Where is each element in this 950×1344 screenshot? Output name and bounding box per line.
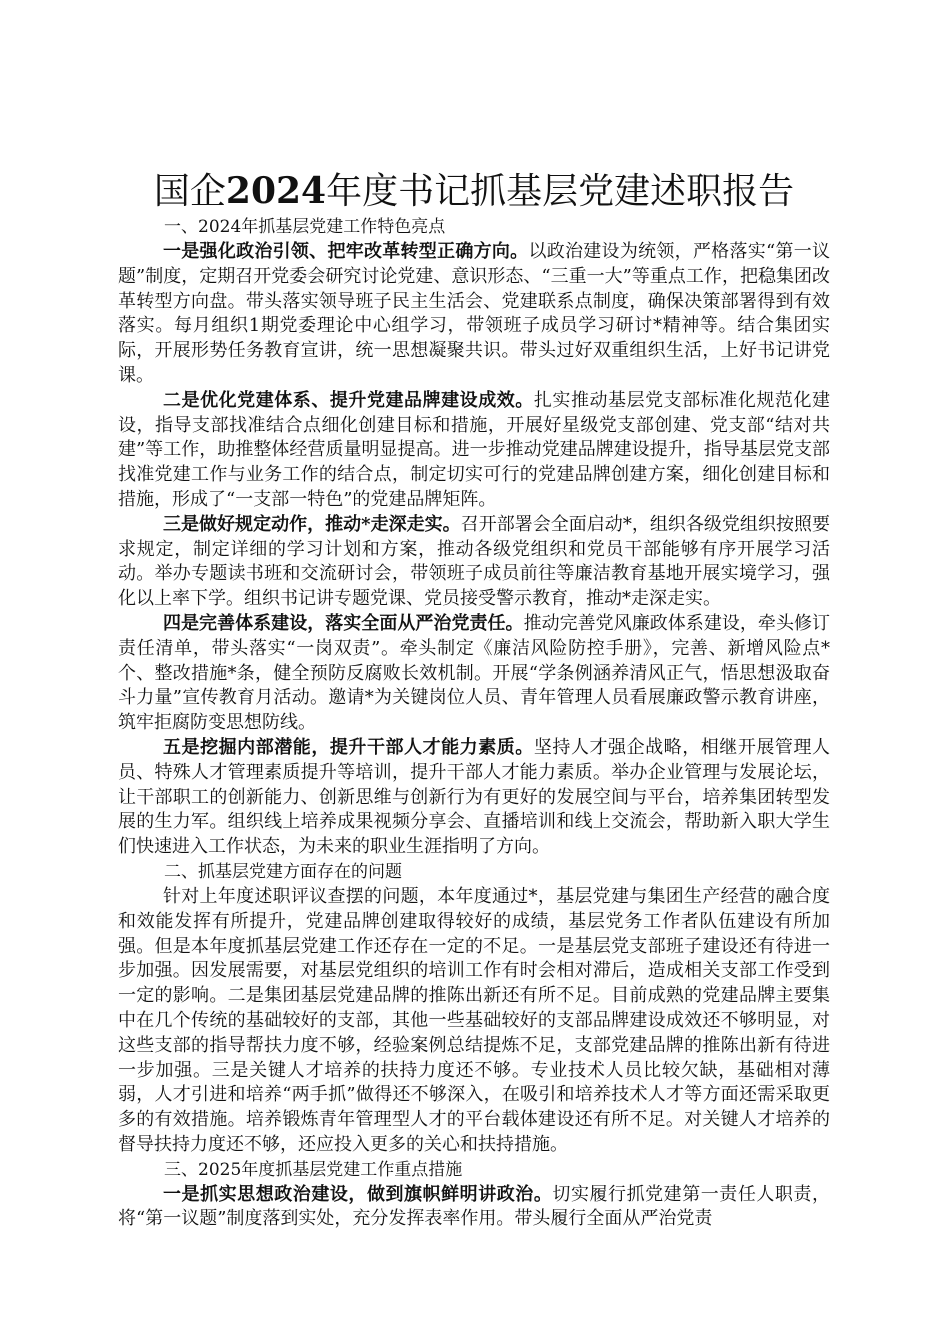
paragraph-lead: 二是优化党建体系、提升党建品牌建设成效。 bbox=[163, 389, 534, 411]
paragraph bbox=[118, 513, 830, 612]
section-measures bbox=[118, 1158, 830, 1233]
paragraph-body: 以政治建设为统领，严格落实“第一议题”制度，定期召开党委会研究讨论党建、意识形态、“三重一大”等重点工作，把稳集团改革转型方向盘。带头落实领导班子民主生活会、党建联系点制度，确保决策部署得到有效落实。每月组织1期党委理论中心组学习，带领班子成员学习研讨*精神等。结合集团实际，开展形势任务教育宣讲，统一思想凝聚共识。带头过好双重组织生活，上好书记讲党课。 bbox=[118, 241, 831, 386]
paragraph-lead: 一是抓实思想政治建设，做到旗帜鲜明讲政治。 bbox=[163, 1183, 553, 1205]
section-heading: 一、2024年抓基层党建工作特色亮点 bbox=[164, 217, 446, 237]
document-page bbox=[118, 168, 830, 1232]
paragraph-body: 扎实推动基层党支部标准化规范化建设，指导支部找准结合点细化创建目标和措施，开展好星级党支部创建、党支部“结对共建”等工作，助推整体经营质量明显提高。进一步推动党建品牌建设提升，指导基层党支部找准党建工作与业务工作的结合点，制定切实可行的党建品牌创建方案，细化创建目标和措施，形成了“一支部一特色”的党建品牌矩阵。 bbox=[118, 389, 831, 510]
paragraph bbox=[118, 1183, 830, 1233]
title-prefix: 国企 bbox=[153, 171, 226, 212]
paragraph-lead: 五是挖掘内部潜能，提升干部人才能力素质。 bbox=[163, 736, 534, 758]
section-heading: 三、2025年度抓基层党建工作重点措施 bbox=[164, 1159, 463, 1180]
paragraph-body: 切实履行抓党建第一责任人职责，将“第一议题”制度落到实处，充分发挥表率作用。带头履行全面从严治党责 bbox=[118, 1183, 831, 1230]
title-year: 2024 bbox=[225, 170, 327, 212]
paragraph bbox=[118, 240, 830, 389]
section-problems bbox=[118, 860, 830, 1158]
paragraph bbox=[118, 736, 830, 860]
paragraph-lead: 四是完善体系建设，落实全面从严治党责任。 bbox=[163, 612, 524, 634]
paragraph-body: 推动完善党风廉政体系建设，牵头修订责任清单，带头落实“一岗双责”。牵头制定《廉洁风险防控手册》，完善、新增风险点*个、整改措施*条，健全预防反腐败长效机制。开展“学条例涵养清风正气，悟思想汲取奋斗力量”宣传教育月活动。邀请*为关键岗位人员、青年管理人员看展廉政警示教育讲座，筑牢拒腐防变思想防线。 bbox=[118, 612, 831, 734]
paragraph bbox=[118, 389, 830, 513]
paragraph bbox=[118, 612, 830, 736]
paragraph-body: 坚持人才强企战略，相继开展管理人员、特殊人才管理素质提升等培训，提升干部人才能力素质。举办企业管理与发展论坛，让干部职工的创新能力、创新思维与创新行为有更好的发展空间与平台，培养集团转型发展的生力军。组织线上培养成果视频分享会、直播培训和线上交流会，帮助新入职大学生们快速进入工作状态，为未来的职业生涯指明了方向。 bbox=[118, 736, 831, 858]
paragraph-body: 召开部署会全面启动*，组织各级党组织按照要求规定，制定详细的学习计划和方案，推动各级党组织和党员干部能够有序开展学习活动。举办专题读书班和交流研讨会，带领班子成员前往等廉洁教育基地开展实境学习，强化以上率下学。组织书记讲专题党课、党员接受警示教育，推动*走深走实。 bbox=[118, 513, 830, 610]
section-heading: 二、抓基层党建方面存在的问题 bbox=[164, 861, 402, 882]
title-suffix: 年度书记抓基层党建述职报告 bbox=[326, 171, 795, 212]
paragraph-lead: 三是做好规定动作，推动*走深走实。 bbox=[163, 513, 461, 535]
document-title bbox=[118, 168, 830, 215]
paragraph-body: 针对上年度述职评议查摆的问题，本年度通过*，基层党建与集团生产经营的融合度和效能发挥有所提升，党建品牌创建取得较好的成绩，基层党务工作者队伍建设有所加强。但是本年度抓基层党建工作还存在一定的不足。一是基层党支部班子建设还有待进一步加强。因发展需要，对基层党组织的培训工作有时会相对滞后，造成相关支部工作受到一定的影响。二是集团基层党建品牌的推陈出新还有所不足。目前成熟的党建品牌主要集中在几个传统的基础较好的支部，其他一些基础较好的支部品牌建设成效还不够明显，对这些支部的指导帮扶力度不够，经验案例总结提炼不足，支部党建品牌的推陈出新有待进一步加强。三是关键人才培养的扶持力度还不够。专业技术人员比较欠缺，基础相对薄弱，人才引进和培养“两手抓”做得还不够深入，在吸引和培养技术人才等方面还需采取更多的有效措施。培养锻炼青年管理型人才的平台载体建设还有所不足。对关键人才培养的督导扶持力度还不够，还应投入更多的关心和扶持措施。 bbox=[118, 885, 830, 1155]
section-highlights bbox=[118, 215, 830, 860]
paragraph-lead: 一是强化政治引领、把牢改革转型正确方向。 bbox=[163, 241, 529, 262]
paragraph bbox=[118, 885, 830, 1158]
